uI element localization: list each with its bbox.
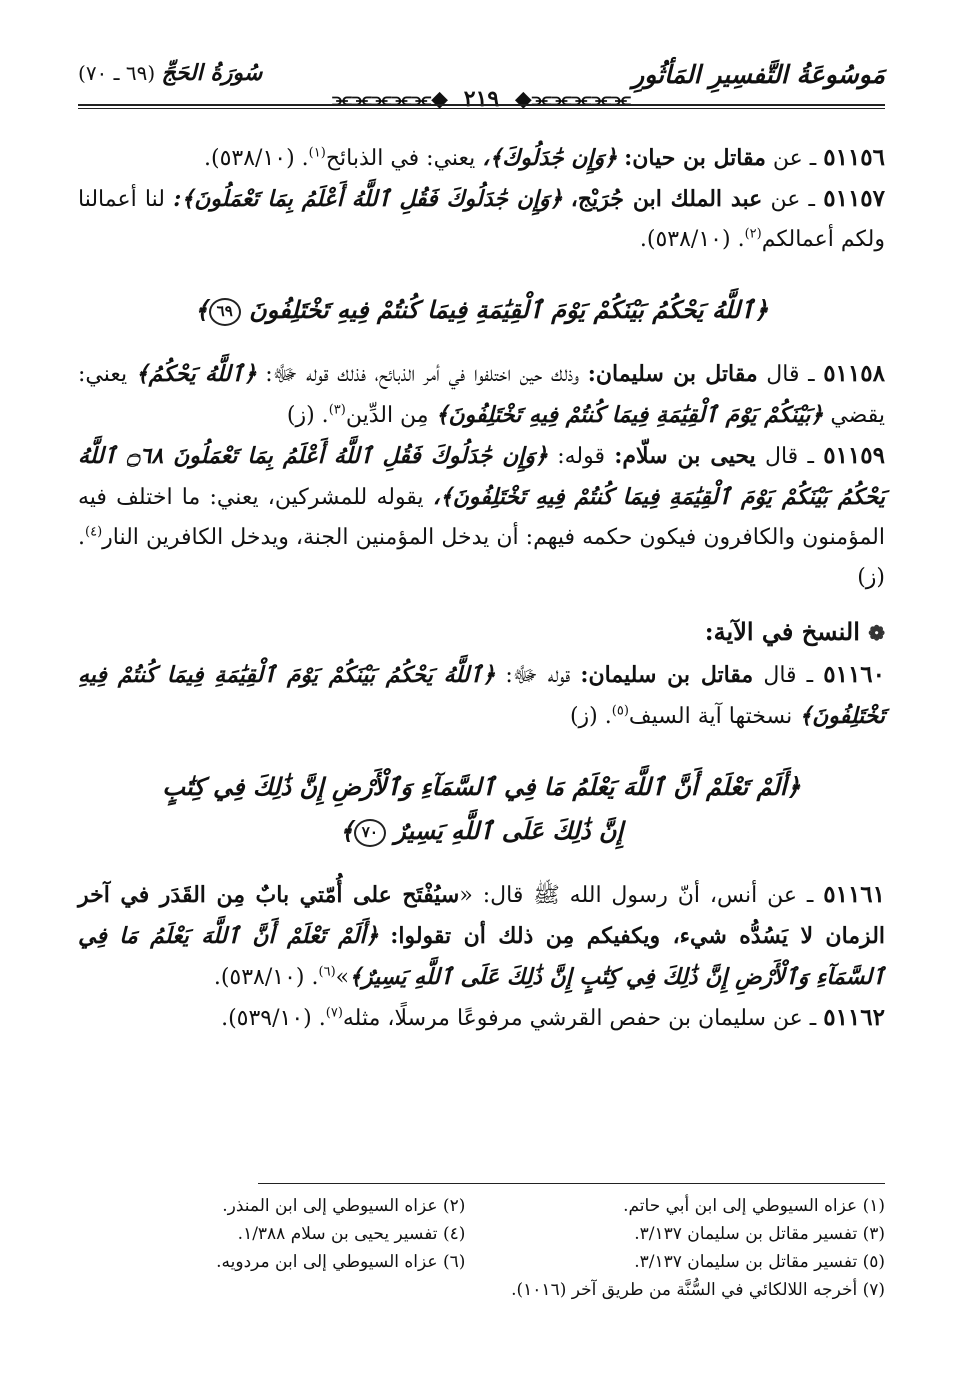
entry-number: ٥١١٥٧ (823, 185, 886, 212)
entry-number: ٥١١٦٢ (823, 1004, 885, 1031)
entry-51159: ٥١١٥٩ ـ قال يحيى بن سلّام: قوله: ﴿وَإِن جَٰدَلُوكَ فَقُلِ ٱللَّهُ أَعْلَمُ بِمَا تَعْمَلُونَ ۝٦٨ ٱللَّهُ يَحْكُمُ بَيْنَكُمْ يَوْمَ ٱلْقِيَٰمَةِ فِيمَا كُنتُمْ فِيهِ تَخْتَلِفُونَ﴾، يقوله للمشركين، يعني: ما اختلف فيه المؤمنون والكافرون فيكون حكمه فيهم: أن يدخل المؤمنين الجنة، ويدخل الكافرين النار$^{(٤)}$. (ز) (78, 442, 886, 590)
entry-number: ٥١١٦٠ (823, 661, 886, 688)
footnote-1: (١) عزاه السيوطي إلى ابن أبي حاتم. (623, 1196, 885, 1216)
ornament-left-icon: ◆⫘⫘⫘⫘⫘ (332, 86, 449, 112)
entry-text: قوله: (557, 444, 605, 469)
footnote-marker: (٦) (318, 964, 336, 980)
entry-number: ٥١١٥٦ (823, 144, 885, 171)
page-body (78, 138, 885, 1039)
verse-close-bracket: ﴾ (194, 295, 209, 324)
footnote-row (78, 1192, 885, 1220)
narrator-name: مقاتل بن حيان: (624, 145, 766, 171)
narrator-name: عبد الملك ابن جُرَيْج، (570, 186, 763, 212)
surah-label (78, 60, 262, 86)
entry-51158: ٥١١٥٨ ـ قال مقاتل بن سليمان: وذلك حين اختلفوا في أمر الذبائح، فذلك قوله ﷻ: ﴿ٱللَّهُ يَحْكُمُ﴾ يعني: يقضي ﴿بَيْنَكُمْ يَوْمَ ٱلْقِيَٰمَةِ فِيمَا كُنتُمْ فِيهِ تَخْتَلِفُونَ﴾ مِن الدِّين$^{(٣)}$. (ز) (78, 360, 885, 428)
section-heading-text: النسخ في الآية: (704, 617, 860, 646)
quran-quote: ﴿وَإِن جَٰدَلُوكَ﴾، (482, 145, 618, 171)
surah-range: (٦٩ ـ ٧٠) (78, 61, 156, 85)
verse-text: ﴿ٱللَّهُ يَحْكُمُ بَيْنَكُمْ يَوْمَ ٱلْقِيَٰمَةِ فِيمَا كُنتُمْ فِيهِ تَخْتَلِفُونَ (249, 295, 769, 324)
entry-51162: ٥١١٦٢ ـ عن سليمان بن حفص القرشي مرفوعًا مرسلًا، مثله$^{(٧)}$. (٥٣٩/١٠). (221, 1004, 885, 1031)
entry-number: ٥١١٥٨ (823, 360, 885, 387)
verse-70 (78, 765, 885, 853)
entry-51156: ٥١١٥٦ ـ عن مقاتل بن حيان: ﴿وَإِن جَٰدَلُوكَ﴾، يعني: في الذبائح$^{(١)}$. (٥٣٨/١٠). (204, 144, 885, 171)
entry-connector: ـ عن (770, 187, 816, 212)
entry-connector: ـ قال (766, 362, 815, 387)
section-heading (78, 610, 885, 655)
header-rule (78, 104, 885, 106)
source-reference: (ز) (569, 704, 598, 729)
footnote-row (78, 1220, 885, 1248)
footnote-marker: (٥) (611, 703, 629, 719)
verse-line-1: ﴿أَلَمْ تَعْلَمْ أَنَّ ٱللَّهَ يَعْلَمُ مَا فِي ٱلسَّمَآءِ وَٱلْأَرْضِ إِنَّ ذَٰلِكَ فِي كِتَٰبٍ (162, 772, 801, 801)
footnote-3: (٣) تفسير مقاتل بن سليمان ٣/١٣٧. (634, 1224, 885, 1244)
entry-text: يعني: يقضي (78, 362, 885, 428)
entry-connector: ـ قال (763, 663, 814, 688)
quote-close: » (335, 965, 350, 990)
source-reference: (٥٣٨/١٠). (639, 227, 731, 252)
source-reference: (٥٣٨/١٠). (213, 965, 305, 990)
entry-number: ٥١١٥٩ (823, 442, 885, 469)
hadith-text: سيُفْتَح على أُمّتي بابٌ مِن القَدَر في آخر الزمان لا يَسُدُّه شيء، ويكفيكم مِن ذلك أن تقولوا: (78, 882, 886, 949)
verse-number-marker: ٦٩ (209, 298, 241, 326)
narrator-name: مقاتل بن سليمان: (580, 662, 754, 688)
footnote-row (78, 1248, 885, 1276)
footnote-marker: (١) (308, 145, 326, 161)
footnote-marker: (٤) (85, 524, 103, 540)
entry-number: ٥١١٦١ (823, 881, 886, 908)
quran-quote: ﴿وَإِن جَٰدَلُوكَ فَقُلِ ٱللَّهُ أَعْلَمُ بِمَا تَعْمَلُونَ ۝٦٨ ٱللَّهُ يَحْكُمُ بَيْنَكُمْ يَوْمَ ٱلْقِيَٰمَةِ فِيمَا كُنتُمْ فِيهِ تَخْتَلِفُونَ﴾، (78, 443, 886, 510)
footnote-6: (٦) عزاه السيوطي إلى ابن مردويه. (216, 1252, 466, 1272)
quran-quote: ﴿أَلَمْ تَعْلَمْ أَنَّ ٱللَّهَ يَعْلَمُ مَا فِي ٱلسَّمَآءِ وَٱلْأَرْضِ إِنَّ ذَٰلِكَ فِي كِتَٰبٍ إِنَّ ذَٰلِكَ عَلَى ٱللَّهِ يَسِيرٌ﴾ (78, 923, 885, 990)
entry-text: وذلك حين اختلفوا في أمر الذبائح، فذلك قوله ﷻ: (265, 362, 580, 387)
footnote-4: (٤) تفسير يحيى بن سلام ١/٣٨٨. (237, 1224, 466, 1244)
narrator-name: يحيى بن سلّام: (614, 443, 756, 469)
verse-text: إِنَّ ذَٰلِكَ عَلَى ٱللَّهِ يَسِيرٌ (394, 816, 624, 845)
narrator-name: مقاتل بن سليمان: (587, 361, 758, 387)
ornament-right-icon: ⫘⫘⫘⫘⫘◆ (514, 86, 631, 112)
quran-quote: ﴿وَإِن جَٰدَلُوكَ فَقُلِ ٱللَّهُ أَعْلَمُ بِمَا تَعْمَلُونَ﴾: (173, 186, 563, 212)
surah-name: سُورَةُ الحَجِّ (161, 60, 263, 86)
verse-close-bracket: ﴾ (339, 816, 354, 845)
entry-text: مِن الدِّين (345, 403, 429, 428)
footnote-separator (258, 1183, 885, 1184)
verse-69 (78, 288, 885, 332)
entry-text: يقوله للمشركين، يعني: ما اختلف فيه المؤمنون والكافرون فيكون حكمه فيهم: أن يدخل المؤمنين الجنة، ويدخل الكافرين النار (78, 485, 885, 550)
footnote-7: (٧) أخرجه اللالكائي في السُّنَّة من طريق آخر (١٠١٦). (511, 1280, 885, 1300)
footnote-marker: (٣) (328, 402, 346, 418)
page-number: ٢١٩ (463, 86, 500, 112)
entry-text: لنا أعمالنا ولكم أعمالكم (78, 187, 885, 252)
source-reference: (ز) (286, 403, 315, 428)
entry-text: ـ عن سليمان بن حفص القرشي مرفوعًا مرسلًا، مثله (342, 1006, 817, 1031)
entry-text: يعني: في الذبائح (325, 146, 476, 171)
entry-connector: ـ قال (764, 444, 814, 469)
source-reference: (٥٣٩/١٠). (221, 1006, 312, 1031)
entry-text: قوله ﷻ: (505, 663, 571, 688)
quran-quote: ﴿بَيْنَكُمْ يَوْمَ ٱلْقِيَٰمَةِ فِيمَا كُنتُمْ فِيهِ تَخْتَلِفُونَ﴾ (435, 402, 824, 428)
entry-51157: ٥١١٥٧ ـ عن عبد الملك ابن جُرَيْج، ﴿وَإِن جَٰدَلُوكَ فَقُلِ ٱللَّهُ أَعْلَمُ بِمَا تَعْمَلُونَ﴾: لنا أعمالنا ولكم أعمالكم$^{(٢)}$. (٥٣٨/١٠). (78, 185, 886, 252)
source-reference: (٥٣٨/١٠). (204, 146, 295, 171)
entry-51161: ٥١١٦١ ـ عن أنس، أنّ رسول الله ﷺ قال: «سيُفْتَح على أُمّتي بابٌ مِن القَدَر في آخر الزمان لا يَسُدُّه شيء، ويكفيكم مِن ذلك أن تقولوا: ﴿أَلَمْ تَعْلَمْ أَنَّ ٱللَّهَ يَعْلَمُ مَا فِي ٱلسَّمَآءِ وَٱلْأَرْضِ إِنَّ ذَٰلِكَ فِي كِتَٰبٍ إِنَّ ذَٰلِكَ عَلَى ٱللَّهِ يَسِيرٌ﴾»$^{(٦)}$. (٥٣٨/١٠). (78, 881, 886, 990)
source-reference: (ز) (857, 565, 885, 590)
footnote-marker: (٧) (325, 1005, 343, 1021)
verse-line-2 (78, 809, 885, 853)
footnote-5: (٥) تفسير مقاتل بن سليمان ٣/١٣٧. (634, 1252, 885, 1272)
running-header (78, 60, 885, 112)
book-title: مَوسُوعَةُ التَّفسِيرِ المَأثُورِ (632, 60, 885, 89)
footnote-2: (٢) عزاه السيوطي إلى ابن المنذر. (222, 1196, 466, 1216)
entry-text: ـ عن أنس، أنّ رسول الله ﷺ قال: « (459, 883, 814, 908)
entry-51160: ٥١١٦٠ ـ قال مقاتل بن سليمان: قوله ﷻ: ﴿ٱللَّهُ يَحْكُمُ بَيْنَكُمْ يَوْمَ ٱلْقِيَٰمَةِ فِيمَا كُنتُمْ فِيهِ تَخْتَلِفُونَ﴾ نسختها آية السيف$^{(٥)}$. (ز) (78, 661, 886, 729)
quran-quote: ﴿ٱللَّهُ يَحْكُمُ بَيْنَكُمْ يَوْمَ ٱلْقِيَٰمَةِ فِيمَا كُنتُمْ فِيهِ تَخْتَلِفُونَ﴾ (78, 662, 885, 729)
header-rule-thin (78, 108, 885, 109)
star-ornament-icon: ❁ (868, 621, 885, 645)
entry-text: نسختها آية السيف (628, 704, 793, 729)
footnotes (78, 1192, 885, 1304)
verse-number-marker: ٧٠ (354, 819, 386, 847)
entry-connector: ـ عن (772, 146, 817, 171)
quran-quote: ﴿ٱللَّهُ يَحْكُمُ﴾ (135, 361, 257, 387)
footnote-marker: (٢) (744, 226, 762, 242)
